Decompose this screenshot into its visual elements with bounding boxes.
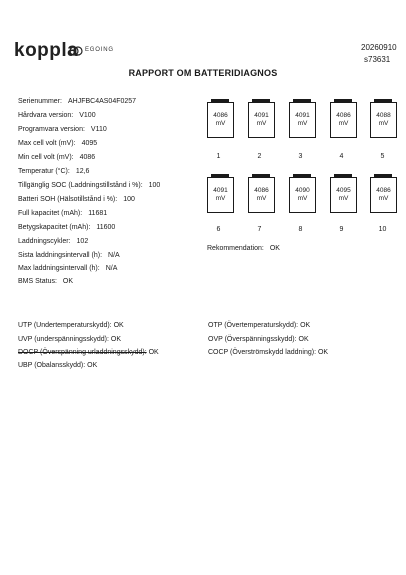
- field-label: Tillgänglig SOC (Laddningstillstånd i %):: [18, 182, 143, 189]
- protection-cocp: [208, 349, 328, 356]
- protection-uvp: [18, 336, 121, 343]
- protection-value: OK: [148, 349, 159, 356]
- field-value: N/A: [108, 252, 120, 259]
- field-value: 4095: [81, 140, 98, 147]
- cell-voltage: 4091: [254, 112, 269, 119]
- info-row-temperature: [18, 168, 89, 175]
- battery-cell-icon: [248, 174, 275, 212]
- field-value: 100: [123, 196, 135, 203]
- protection-value: OK: [300, 322, 311, 329]
- protection-label: DOCP (Överspänning urladdningsskydd):: [18, 349, 147, 356]
- protection-value: OK: [317, 349, 329, 356]
- cell-voltage: 4086: [336, 112, 351, 119]
- field-value: OK: [62, 278, 74, 285]
- cell-number: 10: [378, 226, 387, 233]
- cell-number: 4: [339, 153, 344, 160]
- field-label: Min cell volt (mV):: [18, 154, 74, 161]
- cell-voltage: 4095: [336, 187, 351, 194]
- protection-label: OVP (Överspänningsskydd):: [208, 336, 297, 343]
- field-label: Programvara version:: [18, 126, 85, 133]
- battery-cell-icon: [370, 174, 397, 212]
- battery-cell-icon: [370, 99, 397, 137]
- battery-cell-icon: [248, 99, 275, 137]
- info-row-max-interval: [18, 265, 117, 272]
- cell-unit: mV: [215, 120, 226, 127]
- cell-number: 8: [298, 226, 303, 233]
- battery-cell-icon: [289, 99, 316, 137]
- battery-cell-icon: [207, 99, 234, 137]
- info-row-full-capacity: [18, 210, 107, 217]
- cell-number: 6: [216, 226, 221, 233]
- cell-unit: mV: [378, 195, 389, 202]
- cell-voltage: 4091: [295, 112, 310, 119]
- recommendation-label: Rekommendation:: [207, 245, 264, 252]
- field-label: Batteri SOH (Hälsotillstånd i %):: [18, 196, 118, 203]
- protection-utp: [18, 322, 124, 329]
- field-label: Serienummer:: [18, 98, 62, 105]
- info-row-serial: [18, 98, 136, 105]
- protection-label: COCP (Överströmskydd laddning):: [208, 349, 317, 356]
- protection-value: OK: [298, 336, 309, 343]
- brand-logo: koppla: [14, 40, 79, 61]
- protection-value: OK: [110, 336, 121, 343]
- protection-label: UTP (Undertemperaturskydd):: [18, 322, 112, 329]
- report-date: 20260910: [361, 43, 397, 52]
- cell-number: 5: [380, 153, 385, 160]
- protection-label: UVP (underspänningsskydd):: [18, 336, 109, 343]
- protection-label: OTP (Övertemperaturskydd):: [208, 322, 299, 329]
- protection-value: OK: [87, 362, 98, 369]
- cell-voltage: 4086: [376, 187, 391, 194]
- brand-sub-label: EGOING: [85, 47, 114, 53]
- info-row-max-cell: [18, 140, 97, 147]
- cell-unit: mV: [297, 195, 308, 202]
- field-label: Temperatur (°C):: [18, 168, 70, 175]
- field-value: V110: [90, 126, 107, 133]
- field-label: Betygskapacitet (mAh):: [18, 224, 91, 231]
- info-row-bms-status: [18, 278, 73, 285]
- info-row-last-interval: [18, 252, 120, 259]
- protection-ubp: [18, 362, 97, 369]
- field-value: 12,6: [75, 168, 90, 175]
- field-value: 4086: [79, 154, 96, 161]
- field-label: Hårdvara version:: [18, 112, 74, 119]
- cell-number: 9: [339, 226, 344, 233]
- info-row-soc: [18, 182, 160, 189]
- cell-unit: mV: [378, 120, 389, 127]
- field-label: Full kapacitet (mAh):: [18, 210, 83, 217]
- cell-voltage: 4090: [295, 187, 310, 194]
- battery-cell-icon: [207, 174, 234, 212]
- protection-value: OK: [113, 322, 124, 329]
- egoing-logo-icon: [69, 45, 83, 57]
- field-label: Laddningscykler:: [18, 238, 71, 245]
- report-number: s73631: [364, 55, 391, 64]
- info-row-rated-capacity: [18, 224, 115, 231]
- cell-unit: mV: [215, 195, 226, 202]
- protection-ovp: [208, 336, 309, 343]
- cell-unit: mV: [338, 195, 349, 202]
- cell-voltage: 4088: [376, 112, 391, 119]
- cell-number: 2: [257, 153, 262, 160]
- field-value: N/A: [105, 265, 118, 272]
- field-value: 11681: [88, 210, 108, 217]
- cell-number: 7: [257, 226, 262, 233]
- cell-voltage: 4091: [213, 187, 228, 194]
- field-value: V100: [79, 112, 96, 119]
- cell-voltage: 4086: [213, 112, 228, 119]
- field-value: 100: [148, 182, 161, 189]
- battery-cell-icon: [330, 174, 357, 212]
- battery-cell-icon: [289, 174, 316, 212]
- cell-unit: mV: [297, 120, 308, 127]
- page-title: RAPPORT OM BATTERIDIAGNOS: [128, 68, 278, 78]
- field-label: BMS Status:: [18, 278, 57, 285]
- field-value: AHJFBC4AS04F0257: [67, 98, 137, 105]
- cell-number: 1: [216, 153, 221, 160]
- battery-cell-icon: [330, 99, 357, 137]
- cell-unit: mV: [338, 120, 349, 127]
- field-label: Max laddningsintervall (h):: [18, 265, 100, 272]
- field-value: 11600: [96, 224, 116, 231]
- info-row-cycles: [18, 238, 88, 245]
- cell-voltage: 4086: [254, 187, 269, 194]
- cell-unit: mV: [256, 195, 267, 202]
- info-row-soh: [18, 196, 135, 203]
- field-value: 102: [76, 238, 89, 245]
- cell-number: 3: [298, 153, 303, 160]
- field-label: Sista laddningsintervall (h):: [18, 252, 103, 259]
- info-row-min-cell: [18, 154, 95, 161]
- info-row-hardware: [18, 112, 96, 119]
- recommendation: [207, 245, 280, 252]
- recommendation-value: OK: [269, 245, 280, 252]
- protection-docp: [18, 349, 159, 356]
- field-label: Max cell volt (mV):: [18, 140, 76, 147]
- info-row-software: [18, 126, 107, 133]
- protection-otp: [208, 322, 310, 329]
- cell-unit: mV: [256, 120, 267, 127]
- protection-label: UBP (Obalansskydd):: [18, 362, 86, 369]
